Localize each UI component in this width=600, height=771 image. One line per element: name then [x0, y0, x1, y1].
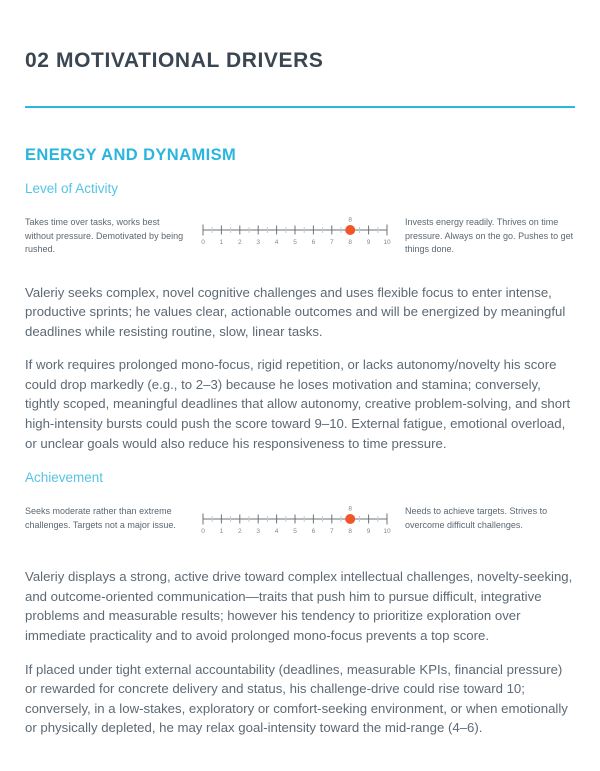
svg-text:5: 5 [293, 528, 297, 536]
svg-text:2: 2 [237, 528, 242, 536]
svg-text:1: 1 [219, 528, 224, 536]
svg-text:9: 9 [366, 528, 371, 536]
low-pole-text: Takes time over tasks, works best without pressure. Demotivated by being rushed. [25, 217, 184, 254]
title-divider [25, 106, 575, 108]
svg-text:6: 6 [311, 528, 316, 536]
svg-text:4: 4 [274, 528, 279, 536]
trait-summary-paragraph: Valeriy seeks complex, novel cognitive challenges and uses flexible focus to enter intense, productive sprints; he values clear, actionable outcomes and will be energized by meaningful deadlines while resisting routine, slow, linear tasks. [25, 284, 566, 339]
trait-heading-level-of-activity: Level of Activity [25, 181, 119, 196]
trait-heading-achievement: Achievement [25, 470, 104, 486]
svg-text:9: 9 [366, 239, 371, 246]
low-pole-text: Seeks moderate rather than extreme challenges. Targets not a major issue. [25, 506, 176, 530]
svg-text:4: 4 [274, 239, 279, 246]
svg-text:7: 7 [329, 528, 334, 536]
high-pole-text: Needs to achieve targets. Strives to overcome difficult challenges. [405, 506, 548, 530]
scale-row-achievement [25, 505, 575, 541]
svg-text:10: 10 [383, 239, 391, 246]
svg-text:5: 5 [293, 239, 297, 246]
section-heading-energy-and-dynamism: ENERGY AND DYNAMISM [25, 146, 237, 164]
svg-text:2: 2 [237, 239, 242, 246]
svg-text:8: 8 [348, 528, 353, 536]
svg-text:6: 6 [311, 239, 316, 246]
trait-summary-paragraph: Valeriy displays a strong, active drive toward complex intellectual challenges, novelty-seeking, and outcome-oriented communication—traits that push him to pursue difficult, integrative problems and measurable results; however his tendency to prioritize exploration over immediate practicality and to avoid prolonged mono-focus prevents a top score. [25, 569, 573, 644]
page-title: 02 MOTIVATIONAL DRIVERS [25, 49, 324, 72]
svg-text:3: 3 [256, 528, 261, 536]
svg-text:8: 8 [348, 239, 353, 246]
trait-score-scale [195, 216, 395, 252]
trait-score-scale [195, 505, 395, 541]
svg-text:8: 8 [348, 216, 353, 224]
svg-text:10: 10 [383, 528, 391, 536]
svg-text:0: 0 [201, 239, 205, 246]
scale-row-level-of-activity [25, 216, 575, 257]
svg-text:3: 3 [256, 239, 261, 246]
svg-text:8: 8 [348, 505, 353, 513]
svg-text:1: 1 [219, 239, 224, 246]
trait-detail-paragraph: If work requires prolonged mono-focus, rigid repetition, or lacks autonomy/novelty his score could drop markedly (e.g., to 2–3) because he loses motivation and stamina; conversely, tightly scoped, meaningful deadlines that allow autonomy, creative problem-solving, and short high-intensity bursts could push the score toward 9–10. External fatigue, emotional overload, or unclear goals would also reduce his responsiveness to time pressure. [25, 357, 571, 451]
svg-text:0: 0 [201, 528, 205, 536]
svg-text:7: 7 [329, 239, 334, 246]
high-pole-text: Invests energy readily. Thrives on time pressure. Always on the go. Pushes to get things done. [405, 217, 574, 254]
trait-detail-paragraph: If placed under tight external accountability (deadlines, measurable KPIs, financial pressure) or rewarded for concrete delivery and status, his challenge-drive could rise toward 10; conversely, in a low-stakes, exploratory or comfort-seeking environment, or when emotionally or physically depleted, he may relax goal-intensity toward the mid-range (4–6). [25, 661, 568, 736]
